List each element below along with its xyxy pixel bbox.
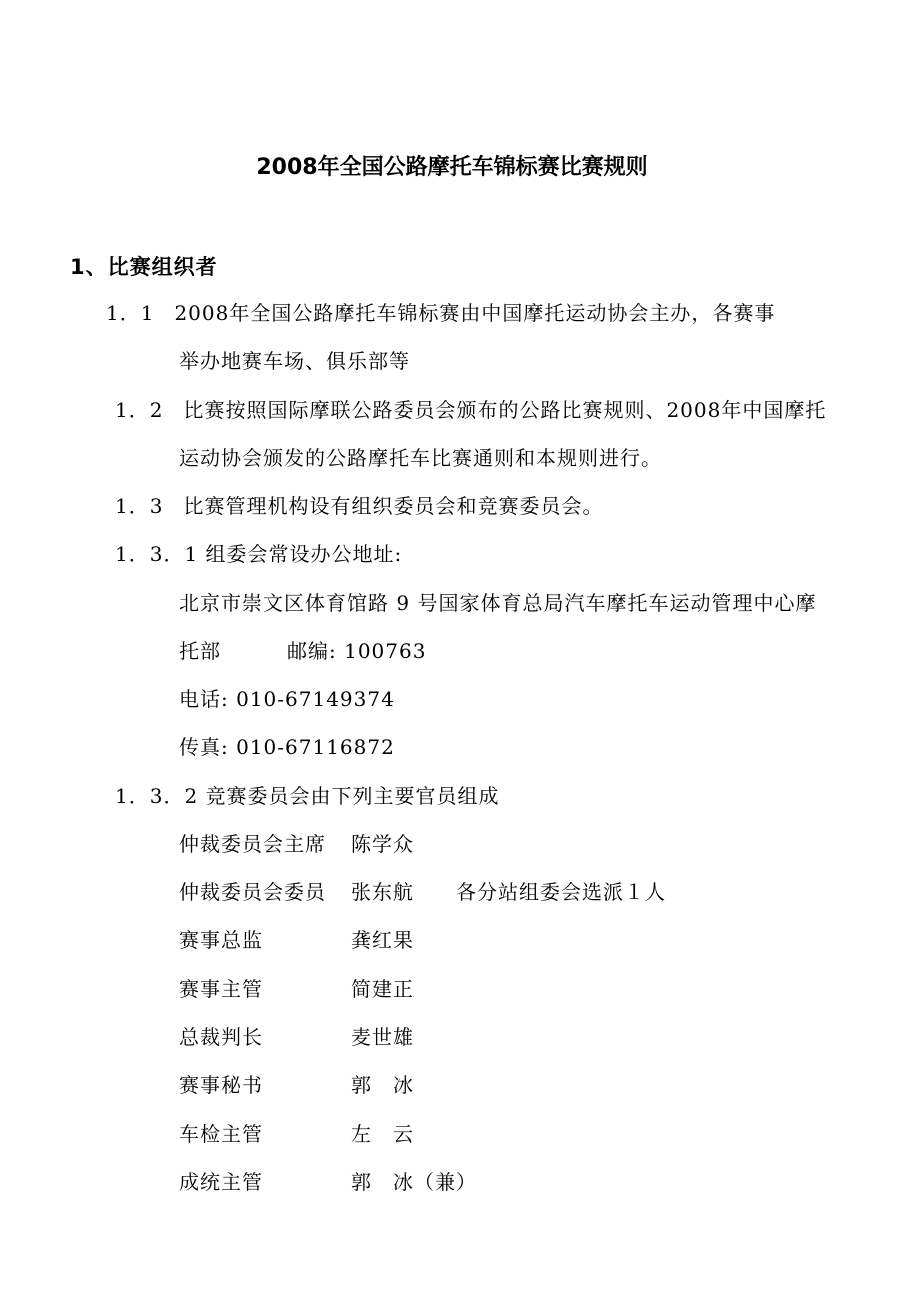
official-row	[179, 1121, 414, 1147]
official-role: 成统主管	[179, 1170, 263, 1194]
official-role: 赛事主管	[179, 977, 263, 1001]
clause-text: 竞赛委员会由下列主要官员组成	[205, 784, 500, 808]
official-row	[179, 927, 414, 953]
official-row	[179, 831, 414, 857]
official-role: 总裁判长	[179, 1025, 263, 1049]
clause-1-2-line-2: 运动协会颁发的公路摩托车比赛通则和本规则进行。	[179, 446, 662, 470]
official-name: 郭 冰	[351, 1073, 414, 1097]
official-name: 张东航	[351, 880, 414, 904]
clause-text: 2008年全国公路摩托车锦标赛由中国摩托运动协会主办，各赛事	[174, 301, 776, 325]
official-role: 赛事秘书	[179, 1073, 263, 1097]
clause-number: 1．3	[115, 494, 164, 518]
official-row	[179, 879, 666, 905]
clause-number: 1．3．2	[115, 784, 199, 808]
clause-1-1-line-1	[106, 300, 775, 326]
clause-text: 组委会常设办公地址:	[205, 542, 403, 566]
clause-text: 比赛管理机构设有组织委员会和竞赛委员会。	[183, 494, 604, 518]
clause-number: 1．3．1	[115, 542, 199, 566]
official-row	[179, 976, 414, 1002]
clause-1-3	[115, 493, 603, 519]
official-name: 陈学众	[351, 832, 414, 856]
clause-1-3-1	[115, 541, 402, 567]
official-note: 各分站组委会选派１人	[456, 880, 666, 904]
official-role: 仲裁委员会主席	[179, 832, 326, 856]
phone: 电话: 010-67149374	[179, 687, 395, 711]
clause-number: 1．2	[115, 398, 164, 422]
official-row	[179, 1072, 414, 1098]
postcode: 邮编: 100763	[287, 639, 427, 663]
clause-text: 比赛按照国际摩联公路委员会颁布的公路比赛规则、2008年中国摩托	[183, 398, 827, 422]
official-row	[179, 1169, 477, 1195]
official-name: 龚红果	[351, 928, 414, 952]
clause-number: 1．1	[106, 301, 155, 325]
clause-1-3-2	[115, 783, 500, 809]
office-address-line-2	[179, 638, 426, 664]
section-heading: 1、比赛组织者	[70, 255, 218, 279]
clause-1-1-line-2: 举办地赛车场、俱乐部等	[179, 349, 410, 373]
official-name: 郭 冰（兼）	[351, 1170, 477, 1194]
official-role: 仲裁委员会委员	[179, 880, 326, 904]
fax: 传真: 010-67116872	[179, 735, 395, 759]
official-role: 赛事总监	[179, 928, 263, 952]
official-row	[179, 1024, 414, 1050]
document-title: 2008年全国公路摩托车锦标赛比赛规则	[256, 155, 648, 180]
office-address-line-1: 北京市崇文区体育馆路 9 号国家体育总局汽车摩托车运动管理中心摩	[179, 591, 817, 615]
official-name: 麦世雄	[351, 1025, 414, 1049]
office-address-end: 托部	[179, 639, 221, 663]
clause-1-2-line-1	[115, 397, 826, 423]
official-name: 左 云	[351, 1122, 414, 1146]
official-role: 车检主管	[179, 1122, 263, 1146]
official-name: 简建正	[351, 977, 414, 1001]
